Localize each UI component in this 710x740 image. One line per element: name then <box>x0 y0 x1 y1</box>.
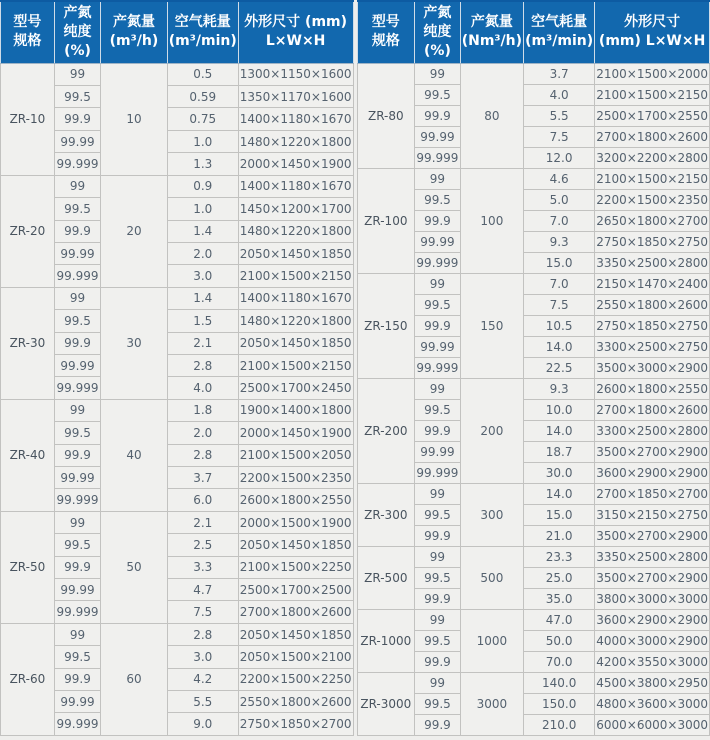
air-consumption-cell: 25.0 <box>524 567 595 588</box>
purity-cell: 99.5 <box>54 646 100 668</box>
output-cell: 3000 <box>460 672 523 735</box>
air-consumption-cell: 15.0 <box>524 504 595 525</box>
model-cell: ZR-50 <box>1 511 55 623</box>
output-cell: 50 <box>101 511 168 623</box>
dimensions-cell: 4200×3550×3000 <box>595 651 710 672</box>
purity-cell: 99.99 <box>415 126 461 147</box>
table-row <box>1 377 354 399</box>
air-consumption-cell: 14.0 <box>524 483 595 504</box>
air-consumption-cell: 2.0 <box>167 422 238 444</box>
dimensions-cell: 2700×1850×2700 <box>595 483 710 504</box>
dimensions-cell: 1400×1180×1670 <box>238 108 353 130</box>
air-consumption-cell: 2.0 <box>167 242 238 264</box>
air-consumption-cell: 4.7 <box>167 579 238 601</box>
air-consumption-cell: 5.0 <box>524 189 595 210</box>
dimensions-cell: 3500×2700×2900 <box>595 441 710 462</box>
air-consumption-cell: 2.1 <box>167 511 238 533</box>
dimensions-cell: 2150×1470×2400 <box>595 273 710 294</box>
column-header-line: 规格 <box>13 33 42 50</box>
dimensions-cell: 2000×1450×1900 <box>238 422 353 444</box>
column-header-line: 产氮 <box>63 5 92 21</box>
model-cell: ZR-10 <box>1 63 55 175</box>
purity-cell: 99.9 <box>415 315 461 336</box>
air-consumption-cell: 30.0 <box>524 462 595 483</box>
column-header-line: 外形尺寸 (mm) <box>244 14 348 31</box>
table-row <box>1 86 354 108</box>
air-consumption-cell: 14.0 <box>524 420 595 441</box>
column-header-purity <box>54 1 100 63</box>
purity-cell: 99.9 <box>54 668 100 690</box>
air-consumption-cell: 7.0 <box>524 210 595 231</box>
air-consumption-cell: 35.0 <box>524 588 595 609</box>
air-consumption-cell: 70.0 <box>524 651 595 672</box>
column-header-line: (m³/min) <box>525 33 594 50</box>
purity-cell: 99.99 <box>54 466 100 488</box>
column-header-line: L×W×H <box>265 33 326 50</box>
dimensions-cell: 3600×2900×2900 <box>595 462 710 483</box>
dimensions-cell: 1400×1180×1670 <box>238 287 353 309</box>
dimensions-cell: 2500×1700×2550 <box>595 105 710 126</box>
purity-cell: 99.5 <box>415 630 461 651</box>
column-header-dimensions <box>595 1 710 63</box>
dimensions-cell: 2000×1450×1900 <box>238 153 353 175</box>
column-header-line: 空气耗量 <box>531 14 588 31</box>
dimensions-cell: 3350×2500×2800 <box>595 546 710 567</box>
air-consumption-cell: 1.4 <box>167 287 238 309</box>
air-consumption-cell: 2.8 <box>167 444 238 466</box>
column-header-line: (m³/h) <box>109 33 159 50</box>
purity-cell: 99 <box>415 483 461 504</box>
air-consumption-cell: 0.9 <box>167 175 238 197</box>
table-row <box>1 713 354 736</box>
column-header-output <box>101 1 168 63</box>
purity-cell: 99 <box>54 623 100 645</box>
model-cell: ZR-60 <box>1 623 55 735</box>
output-cell: 150 <box>460 273 523 378</box>
purity-cell: 99.9 <box>415 714 461 735</box>
purity-cell: 99.99 <box>415 231 461 252</box>
header-row <box>357 1 710 63</box>
dimensions-cell: 6000×6000×3000 <box>595 714 710 735</box>
table-row <box>1 623 354 645</box>
purity-cell: 99 <box>415 63 461 84</box>
model-cell: ZR-500 <box>357 546 415 609</box>
purity-cell: 99 <box>415 273 461 294</box>
purity-cell: 99.999 <box>415 147 461 168</box>
column-header-line: 纯度 <box>63 23 92 40</box>
dimensions-cell: 2050×1450×1850 <box>238 534 353 556</box>
model-cell: ZR-300 <box>357 483 415 546</box>
dimensions-cell: 2700×1800×2600 <box>238 601 353 623</box>
dimensions-cell: 1480×1220×1800 <box>238 310 353 332</box>
table-row <box>357 168 710 189</box>
column-header-dimensions <box>238 1 353 63</box>
column-header-line: (%) <box>424 42 451 59</box>
air-consumption-cell: 7.5 <box>167 601 238 623</box>
purity-cell: 99.5 <box>54 310 100 332</box>
dimensions-cell: 1400×1180×1670 <box>238 175 353 197</box>
purity-cell: 99.5 <box>415 567 461 588</box>
dimensions-cell: 2050×1450×1850 <box>238 623 353 645</box>
dimensions-cell: 1480×1220×1800 <box>238 130 353 152</box>
dimensions-cell: 3600×2900×2900 <box>595 609 710 630</box>
model-cell: ZR-3000 <box>357 672 415 735</box>
purity-cell: 99 <box>415 609 461 630</box>
table-row <box>1 579 354 601</box>
air-consumption-cell: 1.3 <box>167 153 238 175</box>
purity-cell: 99.9 <box>54 332 100 354</box>
model-cell: ZR-150 <box>357 273 415 378</box>
purity-cell: 99.5 <box>415 294 461 315</box>
air-consumption-cell: 4.2 <box>167 668 238 690</box>
purity-cell: 99.9 <box>415 525 461 546</box>
purity-cell: 99.5 <box>54 534 100 556</box>
table-row <box>1 153 354 175</box>
table-row <box>1 668 354 690</box>
spec-table-right <box>357 0 710 736</box>
table-row <box>357 672 710 693</box>
dimensions-cell: 2700×1800×2600 <box>595 126 710 147</box>
air-consumption-cell: 7.5 <box>524 126 595 147</box>
purity-cell: 99 <box>54 175 100 197</box>
dimensions-cell: 2100×1500×2150 <box>595 84 710 105</box>
table-row <box>1 511 354 533</box>
air-consumption-cell: 10.0 <box>524 399 595 420</box>
air-consumption-cell: 12.0 <box>524 147 595 168</box>
output-cell: 20 <box>101 175 168 287</box>
purity-cell: 99.9 <box>54 444 100 466</box>
table-row <box>1 310 354 332</box>
column-header-line: 产氮量 <box>470 14 513 31</box>
column-header-line: (mm) L×W×H <box>598 33 706 50</box>
air-consumption-cell: 0.5 <box>167 63 238 85</box>
air-consumption-cell: 5.5 <box>524 105 595 126</box>
table-row <box>357 546 710 567</box>
column-header-line: 纯度 <box>423 23 452 40</box>
dimensions-cell: 2700×1800×2600 <box>595 399 710 420</box>
air-consumption-cell: 7.0 <box>524 273 595 294</box>
column-header-output <box>460 1 523 63</box>
air-consumption-cell: 150.0 <box>524 693 595 714</box>
air-consumption-cell: 2.8 <box>167 623 238 645</box>
dimensions-cell: 3200×2200×2800 <box>595 147 710 168</box>
air-consumption-cell: 22.5 <box>524 357 595 378</box>
column-header-line: 外形尺寸 <box>624 14 681 31</box>
table-row <box>1 332 354 354</box>
air-consumption-cell: 50.0 <box>524 630 595 651</box>
model-cell: ZR-30 <box>1 287 55 399</box>
dimensions-cell: 2200×1500×2350 <box>595 189 710 210</box>
dimensions-cell: 2750×1850×2700 <box>238 713 353 736</box>
spec-table-left <box>0 0 354 736</box>
purity-cell: 99.9 <box>415 210 461 231</box>
dimensions-cell: 3800×3000×3000 <box>595 588 710 609</box>
column-header-line: 产氮 <box>423 5 452 21</box>
air-consumption-cell: 140.0 <box>524 672 595 693</box>
dimensions-cell: 2100×1500×2150 <box>595 168 710 189</box>
column-header-model <box>1 1 55 63</box>
dimensions-cell: 4800×3600×3000 <box>595 693 710 714</box>
model-cell: ZR-100 <box>357 168 415 273</box>
dimensions-cell: 3300×2500×2750 <box>595 336 710 357</box>
air-consumption-cell: 2.1 <box>167 332 238 354</box>
table-row <box>357 483 710 504</box>
dimensions-cell: 2550×1800×2600 <box>238 691 353 713</box>
output-cell: 200 <box>460 378 523 483</box>
air-consumption-cell: 1.8 <box>167 399 238 421</box>
air-consumption-cell: 47.0 <box>524 609 595 630</box>
purity-cell: 99.9 <box>415 651 461 672</box>
dimensions-cell: 4000×3000×2900 <box>595 630 710 651</box>
output-cell: 40 <box>101 399 168 511</box>
table-row <box>1 220 354 242</box>
purity-cell: 99.99 <box>415 441 461 462</box>
air-consumption-cell: 15.0 <box>524 252 595 273</box>
air-consumption-cell: 0.59 <box>167 86 238 108</box>
column-header-line: (%) <box>64 42 91 59</box>
purity-cell: 99.5 <box>415 399 461 420</box>
purity-cell: 99.5 <box>415 693 461 714</box>
output-cell: 300 <box>460 483 523 546</box>
dimensions-cell: 2650×1800×2700 <box>595 210 710 231</box>
purity-cell: 99.5 <box>54 422 100 444</box>
table-row <box>1 646 354 668</box>
column-header-air-consumption <box>167 1 238 63</box>
table-row <box>357 378 710 399</box>
purity-cell: 99.999 <box>54 265 100 287</box>
purity-cell: 99 <box>54 511 100 533</box>
table-row <box>357 63 710 84</box>
air-consumption-cell: 210.0 <box>524 714 595 735</box>
column-header-model <box>357 1 415 63</box>
model-cell: ZR-80 <box>357 63 415 168</box>
air-consumption-cell: 1.0 <box>167 130 238 152</box>
output-cell: 10 <box>101 63 168 175</box>
table-row <box>1 130 354 152</box>
purity-cell: 99 <box>415 672 461 693</box>
output-cell: 80 <box>460 63 523 168</box>
air-consumption-cell: 0.75 <box>167 108 238 130</box>
table-row <box>1 489 354 511</box>
purity-cell: 99 <box>54 63 100 85</box>
purity-cell: 99.999 <box>54 153 100 175</box>
purity-cell: 99.9 <box>415 420 461 441</box>
header-row <box>1 1 354 63</box>
column-header-line: 型号 <box>371 14 400 31</box>
table-row <box>1 444 354 466</box>
purity-cell: 99.5 <box>415 504 461 525</box>
purity-cell: 99.9 <box>54 108 100 130</box>
dimensions-cell: 3500×2700×2900 <box>595 525 710 546</box>
model-cell: ZR-40 <box>1 399 55 511</box>
output-cell: 30 <box>101 287 168 399</box>
purity-cell: 99.99 <box>54 242 100 264</box>
purity-cell: 99.999 <box>415 252 461 273</box>
air-consumption-cell: 2.8 <box>167 354 238 376</box>
air-consumption-cell: 4.0 <box>167 377 238 399</box>
column-header-line: 空气耗量 <box>174 14 231 31</box>
dimensions-cell: 1450×1200×1700 <box>238 198 353 220</box>
dimensions-cell: 2050×1450×1850 <box>238 332 353 354</box>
column-header-air-consumption <box>524 1 595 63</box>
column-header-line: 规格 <box>371 33 400 50</box>
dimensions-cell: 2100×1500×2150 <box>238 354 353 376</box>
air-consumption-cell: 3.7 <box>524 63 595 84</box>
purity-cell: 99 <box>415 168 461 189</box>
air-consumption-cell: 4.0 <box>524 84 595 105</box>
purity-cell: 99.5 <box>415 84 461 105</box>
dimensions-cell: 2050×1500×2100 <box>238 646 353 668</box>
dimensions-cell: 2050×1450×1850 <box>238 242 353 264</box>
purity-cell: 99 <box>415 378 461 399</box>
dimensions-cell: 2100×1500×2050 <box>238 444 353 466</box>
table-row <box>1 534 354 556</box>
table-row <box>1 63 354 85</box>
dimensions-cell: 2100×1500×2250 <box>238 556 353 578</box>
dimensions-cell: 2550×1800×2600 <box>595 294 710 315</box>
purity-cell: 99.9 <box>54 220 100 242</box>
air-consumption-cell: 3.7 <box>167 466 238 488</box>
dimensions-cell: 1350×1170×1600 <box>238 86 353 108</box>
dimensions-cell: 2000×1500×1900 <box>238 511 353 533</box>
dimensions-cell: 4500×3800×2950 <box>595 672 710 693</box>
dimensions-cell: 3500×3000×2900 <box>595 357 710 378</box>
dimensions-cell: 1480×1220×1800 <box>238 220 353 242</box>
dimensions-cell: 2100×1500×2000 <box>595 63 710 84</box>
air-consumption-cell: 9.3 <box>524 378 595 399</box>
air-consumption-cell: 18.7 <box>524 441 595 462</box>
model-cell: ZR-20 <box>1 175 55 287</box>
column-header-line: 产氮量 <box>112 14 155 31</box>
table-row <box>1 108 354 130</box>
purity-cell: 99.9 <box>415 105 461 126</box>
table-row <box>1 242 354 264</box>
column-header-purity <box>415 1 461 63</box>
air-consumption-cell: 3.0 <box>167 646 238 668</box>
air-consumption-cell: 5.5 <box>167 691 238 713</box>
air-consumption-cell: 2.5 <box>167 534 238 556</box>
purity-cell: 99.999 <box>54 601 100 623</box>
air-consumption-cell: 1.5 <box>167 310 238 332</box>
table-row <box>1 399 354 421</box>
dimensions-cell: 3350×2500×2800 <box>595 252 710 273</box>
dimensions-cell: 1300×1150×1600 <box>238 63 353 85</box>
table-row <box>1 354 354 376</box>
purity-cell: 99.99 <box>54 130 100 152</box>
purity-cell: 99.99 <box>415 336 461 357</box>
air-consumption-cell: 7.5 <box>524 294 595 315</box>
air-consumption-cell: 21.0 <box>524 525 595 546</box>
column-header-line: 型号 <box>13 14 42 31</box>
table-row <box>1 422 354 444</box>
purity-cell: 99.99 <box>54 354 100 376</box>
dimensions-cell: 2200×1500×2350 <box>238 466 353 488</box>
purity-cell: 99.999 <box>54 377 100 399</box>
purity-cell: 99.5 <box>54 198 100 220</box>
air-consumption-cell: 3.3 <box>167 556 238 578</box>
air-consumption-cell: 23.3 <box>524 546 595 567</box>
dimensions-cell: 2100×1500×2150 <box>238 265 353 287</box>
purity-cell: 99.9 <box>415 588 461 609</box>
table-row <box>1 601 354 623</box>
purity-cell: 99.999 <box>415 357 461 378</box>
purity-cell: 99 <box>54 287 100 309</box>
output-cell: 60 <box>101 623 168 735</box>
purity-cell: 99 <box>54 399 100 421</box>
purity-cell: 99 <box>415 546 461 567</box>
air-consumption-cell: 9.0 <box>167 713 238 736</box>
dimensions-cell: 3300×2500×2800 <box>595 420 710 441</box>
model-cell: ZR-200 <box>357 378 415 483</box>
table-row <box>357 609 710 630</box>
air-consumption-cell: 9.3 <box>524 231 595 252</box>
air-consumption-cell: 1.4 <box>167 220 238 242</box>
air-consumption-cell: 3.0 <box>167 265 238 287</box>
table-row <box>357 273 710 294</box>
air-consumption-cell: 6.0 <box>167 489 238 511</box>
purity-cell: 99.99 <box>54 691 100 713</box>
table-row <box>1 556 354 578</box>
output-cell: 1000 <box>460 609 523 672</box>
air-consumption-cell: 1.0 <box>167 198 238 220</box>
air-consumption-cell: 10.5 <box>524 315 595 336</box>
dimensions-cell: 2600×1800×2550 <box>595 378 710 399</box>
dimensions-cell: 2500×1700×2500 <box>238 579 353 601</box>
dimensions-cell: 2200×1500×2250 <box>238 668 353 690</box>
purity-cell: 99.5 <box>54 86 100 108</box>
purity-cell: 99.5 <box>415 189 461 210</box>
purity-cell: 99.9 <box>54 556 100 578</box>
table-row <box>1 287 354 309</box>
output-cell: 500 <box>460 546 523 609</box>
purity-cell: 99.999 <box>54 713 100 736</box>
column-header-line: (Nm³/h) <box>461 33 523 50</box>
dimensions-cell: 3150×2150×2750 <box>595 504 710 525</box>
dimensions-cell: 2600×1800×2550 <box>238 489 353 511</box>
air-consumption-cell: 4.6 <box>524 168 595 189</box>
table-row <box>1 265 354 287</box>
table-row <box>1 691 354 713</box>
column-header-line: (m³/min) <box>168 33 237 50</box>
air-consumption-cell: 14.0 <box>524 336 595 357</box>
dimensions-cell: 2500×1700×2450 <box>238 377 353 399</box>
purity-cell: 99.99 <box>54 579 100 601</box>
dimensions-cell: 2750×1850×2750 <box>595 315 710 336</box>
model-cell: ZR-1000 <box>357 609 415 672</box>
table-row <box>1 198 354 220</box>
purity-cell: 99.999 <box>415 462 461 483</box>
dimensions-cell: 3500×2700×2900 <box>595 567 710 588</box>
dimensions-cell: 1900×1400×1800 <box>238 399 353 421</box>
dimensions-cell: 2750×1850×2750 <box>595 231 710 252</box>
purity-cell: 99.999 <box>54 489 100 511</box>
table-row <box>1 175 354 197</box>
output-cell: 100 <box>460 168 523 273</box>
table-row <box>1 466 354 488</box>
